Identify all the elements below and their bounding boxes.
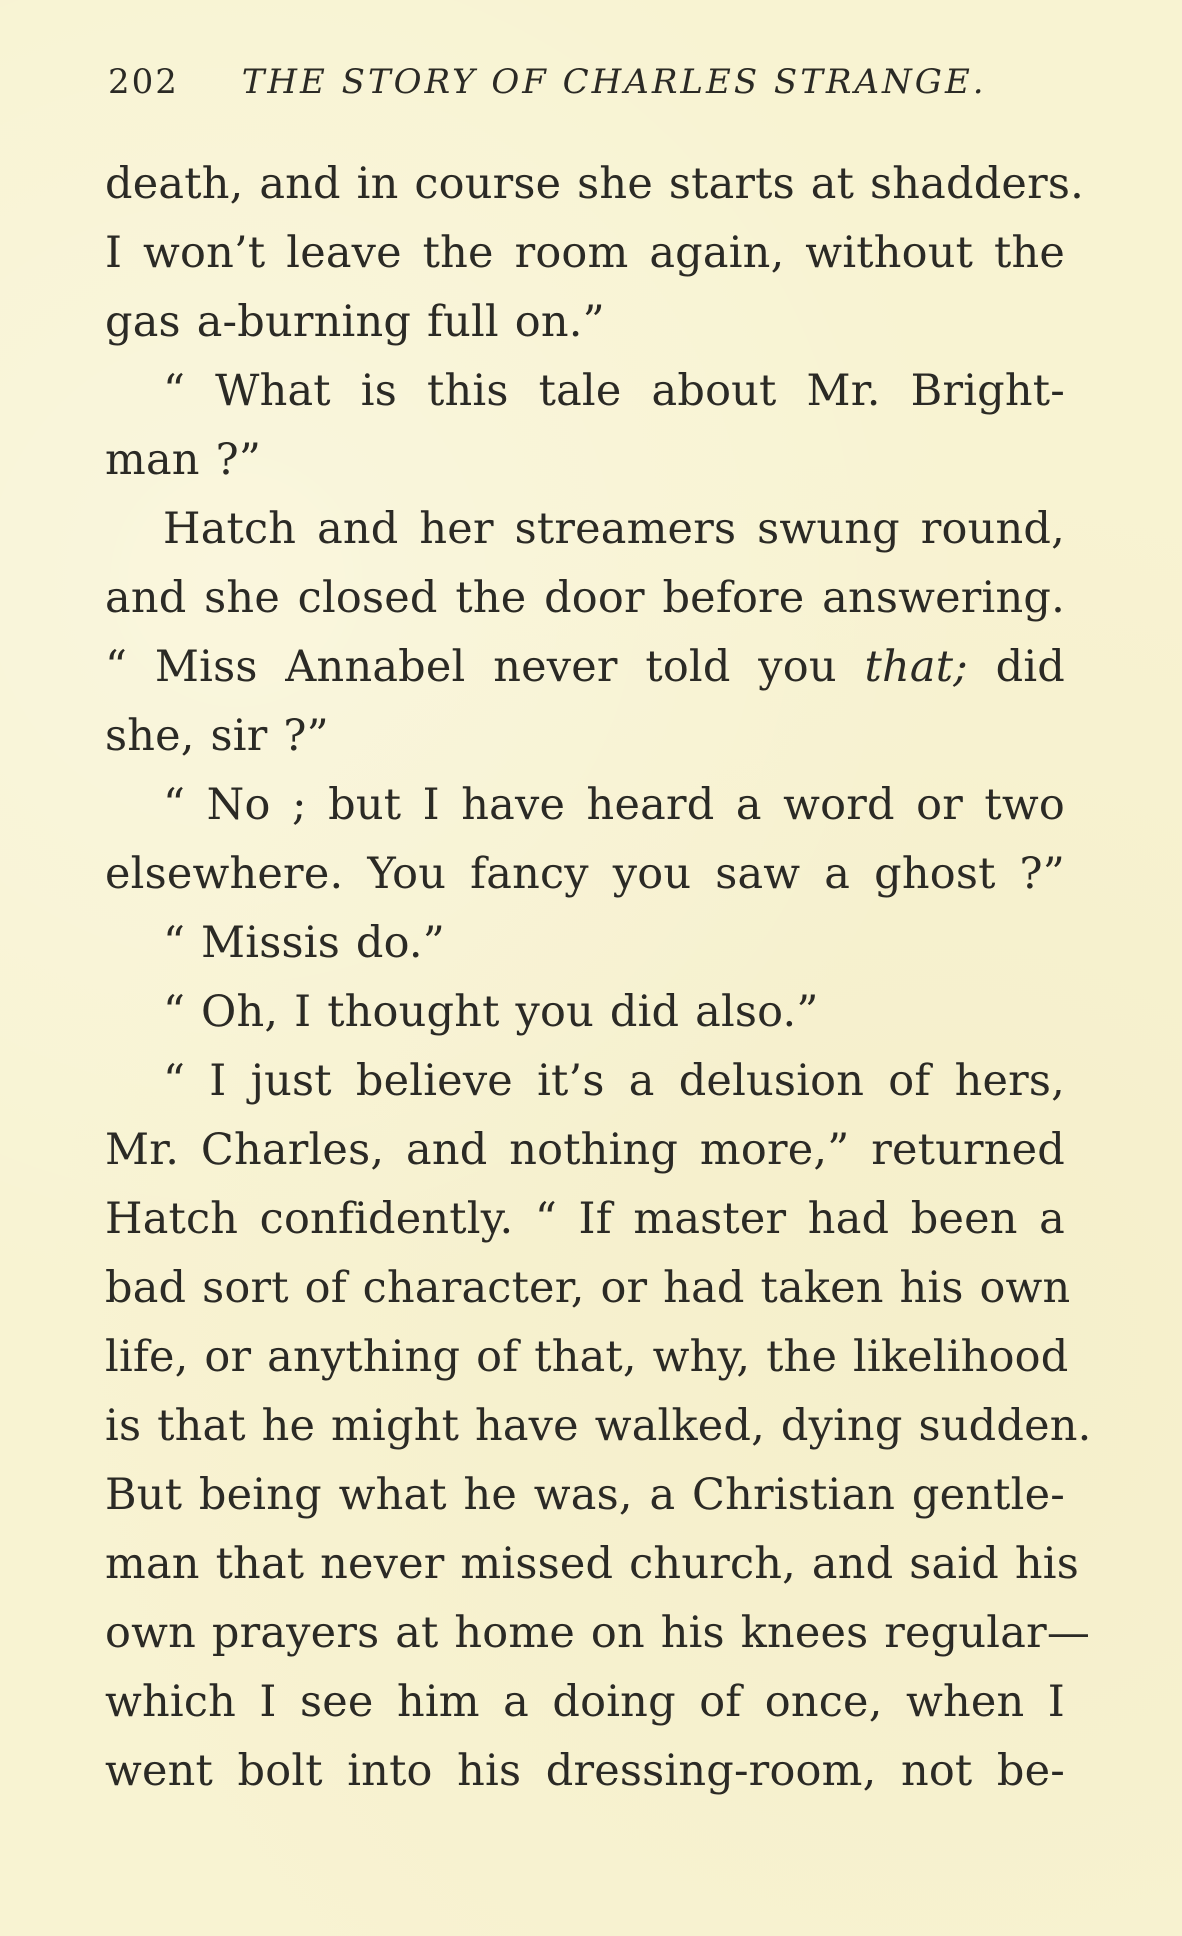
page-header xyxy=(108,62,1068,122)
text-line-6: Hatch and her streamers swung round, xyxy=(163,504,1065,554)
text-line-7: and she closed the door before answering. xyxy=(105,573,1065,623)
body-text xyxy=(105,150,1092,1806)
text-line-8-after: did xyxy=(967,642,1066,692)
text-line-2: I won’t leave the room again, without the xyxy=(105,228,1065,278)
text-line-10: “ No ; but I have heard a word or two xyxy=(163,780,1065,830)
text-line-14: “ I just believe it’s a delusion of hers, xyxy=(163,1056,1065,1106)
page-number: 202 xyxy=(108,62,179,102)
text-line-21: man that never missed church, and said his xyxy=(105,1539,1079,1589)
text-line-23: which I see him a doing of once, when I xyxy=(105,1677,1065,1727)
text-line-19: is that he might have walked, dying sudden. xyxy=(105,1401,1092,1451)
text-line-8-before: “ Miss Annabel never told you xyxy=(105,642,865,692)
text-line-3: gas a-burning full on.” xyxy=(105,297,605,347)
text-line-15: Mr. Charles, and nothing more,” returned xyxy=(105,1125,1065,1175)
text-line-4: “ What is this tale about Mr. Bright- xyxy=(163,366,1065,416)
text-line-16: Hatch confidently. “ If master had been a xyxy=(105,1194,1065,1244)
text-line-20: But being what he was, a Christian gentle- xyxy=(105,1470,1065,1520)
running-title: THE STORY OF CHARLES STRANGE. xyxy=(241,62,987,102)
text-line-5: man ?” xyxy=(105,435,262,485)
text-line-13: “ Oh, I thought you did also.” xyxy=(163,987,819,1037)
italic-word-that: that; xyxy=(864,642,968,692)
text-line-24: went bolt into his dressing-room, not be- xyxy=(105,1746,1065,1796)
text-line-22: own prayers at home on his knees regular— xyxy=(105,1608,1091,1658)
text-line-12: “ Missis do.” xyxy=(163,918,445,968)
text-line-1: death, and in course she starts at shadders. xyxy=(105,159,1084,209)
text-line-11: elsewhere. You fancy you saw a ghost ?” xyxy=(105,849,1065,899)
text-line-18: life, or anything of that, why, the likelihood xyxy=(105,1332,1069,1382)
text-line-9: she, sir ?” xyxy=(105,711,329,761)
text-line-8 xyxy=(105,633,1065,702)
text-line-17: bad sort of character, or had taken his own xyxy=(105,1263,1071,1313)
